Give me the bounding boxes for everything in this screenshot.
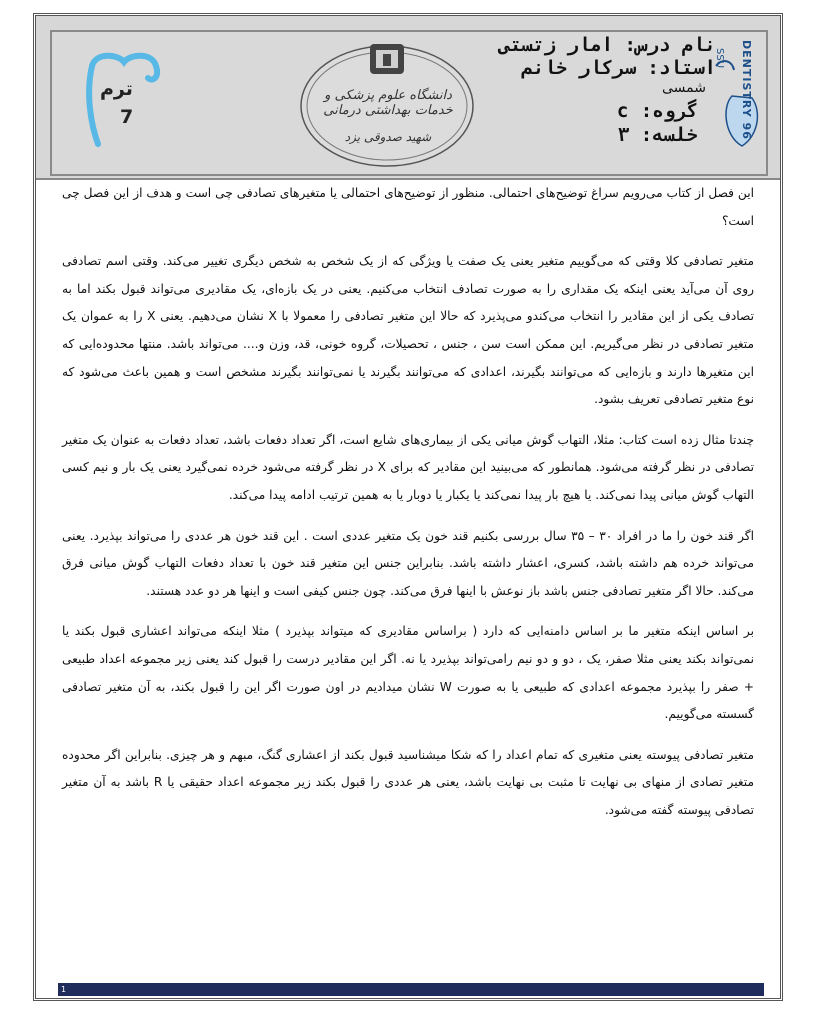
teacher-name: استاد: سرکار خانم	[521, 57, 716, 79]
document-body	[62, 180, 754, 837]
dentistry-sub-label: SSU	[714, 48, 725, 69]
seal-university-name: دانشگاه علوم پزشکی و خدمات بهداشتی درمانی	[323, 88, 453, 118]
term-number: 7	[120, 106, 134, 128]
tooth-icon	[82, 52, 164, 148]
course-name: نام درس: امار زتستی	[498, 34, 716, 56]
footer-bar	[58, 983, 764, 996]
paragraph: این فصل از کتاب می‌رویم سراغ توضیح‌های احتمالی. منظور از توضیح‌های احتمالی یا متغیرهای تصادفی چی است و هدف از این فصل چی است؟	[62, 186, 754, 228]
paragraph: بر اساس اینکه متغیر ما بر اساس دامنه‌ایی که دارد ( براساس مقادیری که میتواند بپذیرد ) مثلا اینکه می‌تواند اعشاری قبول بکند یا نمی‌تواند بکند یعنی مثلا صفر، یک ، دو و دو نیم رامی‌تواند بپذیرد یا نه. اگر این مقادیر درست را قبول کند یعنی زیر مجموعه اعداد طبیعی + صفر را بپذیرد مجموعه اعدادی که طبیعی یا به صورت W نشان میدادیم در اون صورت اگر این را قبول بکند، به آن متغیر تصادفی گسسته می‌گوییم.	[62, 624, 755, 722]
session-label: خلسه: ۳	[617, 124, 698, 146]
seal-university-city: شهید صدوقی یزد	[344, 130, 432, 144]
paragraph: اگر قند خون را ما در افراد ۳۰ – ۳۵ سال بررسی بکنیم قند خون یک متغیر عددی است . این قند خون هر عددی را می‌تواند بپذیرد. یعنی می‌تواند خرده هم داشته باشد، کسری، اعشار داشته باشد. بنابراین جنس این متغیر قند خون با تعداد دفعات التهاب گوش میانی فرق می‌کند. حالا اگر متغیر تصادفی جنس باشد باز نوعش با اینها فرق می‌کند. چون جنس کیفی است و اینها هر دو عدد هستند.	[62, 528, 754, 598]
page-number: 1	[61, 985, 67, 994]
group-label: گروه: c	[616, 100, 698, 122]
teacher-surname: شمسی	[662, 80, 706, 96]
paragraph: چندتا مثال زده است کتاب: مثلا، التهاب گوش میانی یکی از بیماری‌های شایع است، اگر تعداد دفعات باشد، تعداد دفعات به عنوان یک متغیر تصادفی در نظر گرفته می‌شود. همانطور که می‌بینید این مقادیر که برای X در نظر گرفته می‌شود خرده نمی‌گیرد یعنی یک بار و نیم کسی التهاب گوش میانی پیدا نمی‌کند. یا هیچ بار پیدا نمی‌کند یا یکبار یا دوبار یا به همین ترتیب ادامه پیدا می‌کند.	[62, 432, 754, 502]
dentistry-label: DENTISTRY 96	[740, 40, 753, 140]
term-label: ترم	[100, 78, 133, 100]
paragraph: متغیر تصادفی کلا وقتی که می‌گوییم متغیر یعنی یک صفت یا ویژگی که از یک شخص به شخص دیگری تغییر می‌کند. وقتی اسم تصادفی روی آن می‌آید یعنی اینکه یک مقداری را به صورت تصادف انتخاب می‌کنیم. یعنی در یک بازه‌ای، یک مقادیری می‌تواند قبول بکند اما به تصادف یکی از این مقادیر را انتخاب می‌کندو می‌پذیرد که حالا این متغیر تصادفی را معمولا با X نشان می‌دهیم. یعنی X را به عموان یک متغیر تصادفی در نظر می‌گیریم. این ممکن است سن ، جنس ، تحصیلات، گروه خونی، قد، وزن و.... می‌تواند باشد. منتها محدوده‌ایی که این متغیرها دارند و بازه‌ایی که می‌توانند بگیرند، اعدادی که می‌توانند بگیرند یا نمی‌توانند بگیرند مشخص است و همین باعث می‌شود که نوع متغیر تصادفی تعریف بشود.	[62, 254, 754, 407]
paragraph: متغیر تصادفی پیوسته یعنی متغیری که تمام اعداد را که شکا میشناسید قبول بکند از اعشاری گنگ، مبهم و هر چیزی. بنابراین اگر محدوده متغیر تصادی از منهای بی نهایت تا مثبت بی نهایت باشد، یعنی هر عددی را قبول بکند زیر مجموعه اعداد حقیقی یا R باشد به آن متغیر تصادفی پیوسته گفته می‌شود.	[62, 747, 754, 817]
